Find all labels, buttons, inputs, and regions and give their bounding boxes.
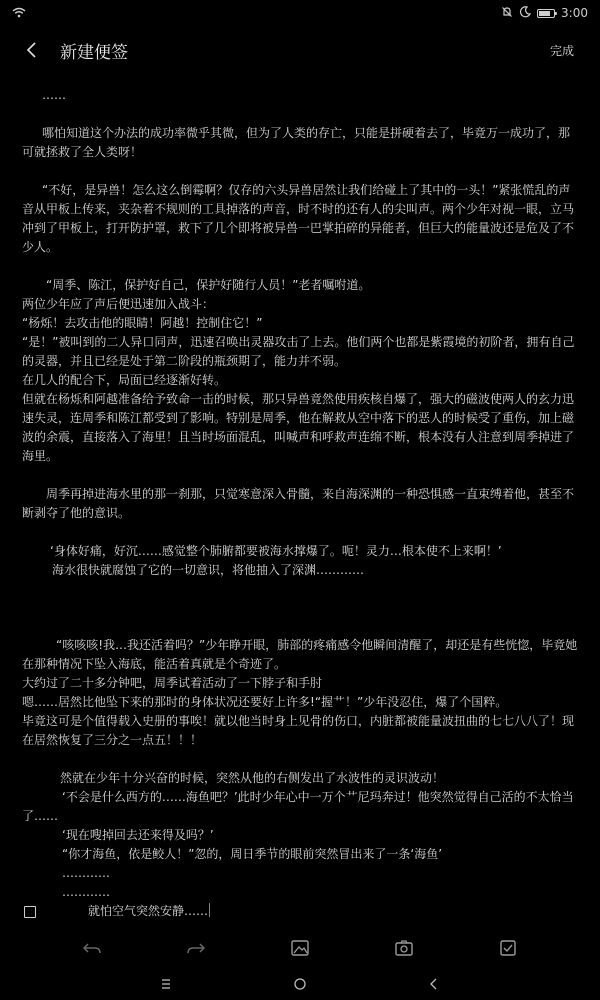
note-paragraph: “咳咳咳!我…我还活着吗？”少年睁开眼，肺部的疼痛感令他瞬间清醒了，却还是有些恍惚，毕竟她在那种情况下坠入海底，能活着真就是个奇迹了。 [22, 638, 578, 671]
mute-icon [501, 6, 513, 21]
home-icon[interactable] [288, 972, 312, 996]
status-right [501, 6, 588, 21]
moon-icon [519, 6, 531, 21]
note-paragraph: 大约过了二十多分钟吧，周季试着活动了一下脖子和手肘 [22, 676, 323, 690]
checklist-item-text: 就怕空气突然安静…… [88, 904, 209, 918]
note-paragraph: “周季、陈江，保护好自己，保护好随行人员！”老者嘱咐道。 [46, 278, 371, 292]
back-nav-icon[interactable] [422, 972, 446, 996]
checklist-icon[interactable] [494, 934, 522, 962]
page-title: 新建便签 [60, 42, 128, 63]
note-paragraph: 海水很快就腐蚀了它的一切意识，将他抽入了深渊………… [52, 563, 365, 577]
note-paragraph: “杨烁！去攻击他的眼睛！阿越！控制住它！” [22, 316, 263, 330]
done-button[interactable]: 完成 [549, 43, 574, 58]
checklist-checkbox[interactable] [24, 906, 36, 918]
battery-fill [539, 11, 550, 16]
camera-icon[interactable] [390, 934, 418, 962]
wifi-icon [12, 7, 26, 20]
undo-icon[interactable] [78, 934, 106, 962]
note-paragraph: 哪怕知道这个办法的成功率微乎其微，但为了人类的存亡，只能是拼硬着去了，毕竟万一成功了，那可就拯救了全人类呀！ [22, 126, 571, 159]
note-paragraph: ‘不会是什么西方的……海鱼吧？’此时少年心中一万个艹尼玛奔过！他突然觉得自己活的不太恰当了…… [22, 790, 574, 823]
note-paragraph: 然就在少年十分兴奋的时候，突然从他的右侧发出了水波性的灵识波动！ [60, 771, 445, 785]
note-paragraph: ‘现在嗖掉回去还来得及吗？’ [62, 828, 214, 842]
note-paragraph: 在几人的配合下，局面已经逐渐好转。 [22, 373, 227, 387]
redo-icon[interactable] [182, 934, 210, 962]
editor-toolbar [0, 928, 600, 968]
note-paragraph: …… [42, 88, 66, 102]
battery-icon [537, 9, 555, 18]
note-paragraph: 两位少年应了声后便迅速加入战斗： [22, 297, 215, 311]
note-paragraph: 毕竟这可是个值得载入史册的事唉！就以他当时身上见骨的伤口，内脏都被能量波扭曲的七七八八了！现在居然恢复了三分之一点五！！！ [22, 714, 575, 747]
menu-icon[interactable] [154, 972, 178, 996]
note-paragraph: 周季再掉进海水里的那一刹那，只觉寒意深入骨髓，来自海深渊的一种恐惧感一直束缚着他，甚至不断剥夺了他的意识。 [22, 487, 575, 520]
note-paragraph: ………… [62, 885, 110, 899]
text-cursor [209, 903, 210, 917]
status-bar [0, 0, 600, 26]
status-time: 3:00 [561, 6, 588, 20]
note-paragraph: ‘身体好痛，好沉……感觉整个肺腑都要被海水撑爆了。呃！灵力…根本使不上来啊！’ [50, 544, 502, 558]
note-paragraph: “你才海鱼，依是鲛人！”忽的，周日季节的眼前突然冒出来了一条‘海鱼’ [62, 847, 443, 861]
note-paragraph: 但就在杨烁和阿越准备给予致命一击的时候，那只异兽竟然使用疾核自爆了，强大的磁波使两人的玄力迅速失灵，连周季和陈江都受到了影响。特别是周季，他在解救从空中落下的恶人的时候受了重伤，加上磁波的余震，直接落入了海里！且当时场面混乱，叫喊声和呼救声连绵不断，根本没有人注意到周季掉进了海里。 [22, 392, 575, 463]
note-editor[interactable] [22, 86, 578, 916]
note-paragraph: “是！”被叫到的二人异口同声，迅速召唤出灵器攻击了上去。他们两个也都是紫霞境的初阶者，拥有自己的灵器，并且已经是处于第二阶段的瓶颈期了，能力并不弱。 [22, 335, 575, 368]
system-nav-bar [0, 968, 600, 1000]
note-paragraph: ………… [62, 866, 110, 880]
image-icon[interactable] [286, 934, 314, 962]
back-arrow-icon[interactable] [20, 38, 44, 62]
note-header [0, 30, 600, 70]
checklist-item [22, 902, 578, 921]
note-paragraph: 嗯……居然比他坠下来的那时的身体状况还要好上许多!“握艹！”少年没忍住，爆了个国粹。 [22, 695, 508, 709]
note-paragraph: “不好，是异兽！怎么这么倒霉啊？仅存的六头异兽居然让我们给碰上了其中的一头！”紧张慌乱的声音从甲板上传来，夹杂着不规则的工具掉落的声音，时不时的还有人的尖叫声。两个少年对视一眼，立马冲到了甲板上，打开防护罩，救下了几个即将被异兽一巴掌拍碎的异能者，但巨大的能量波还是危及了不少人。 [22, 183, 575, 254]
